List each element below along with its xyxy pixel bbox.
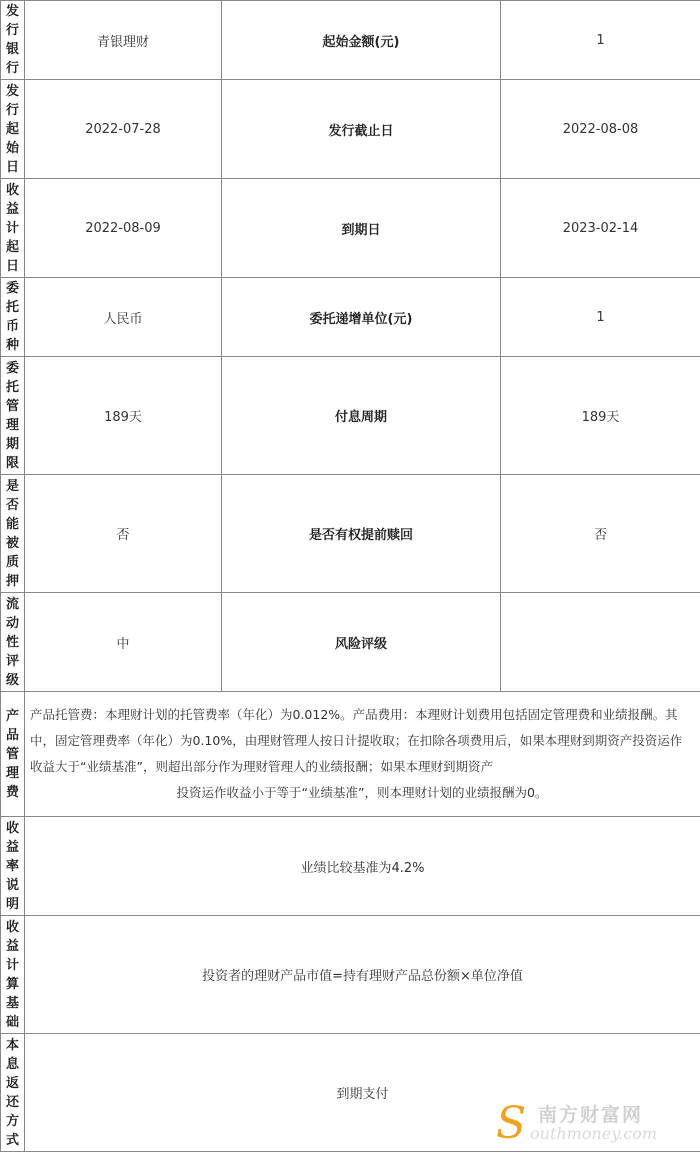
table-row: [1, 80, 700, 179]
row-header: 委托币种: [1, 278, 25, 357]
row-header: 发行银行: [1, 1, 25, 80]
watermark-en-text: outhmoney.com: [530, 1124, 658, 1143]
table-row: [1, 475, 700, 593]
row-key-label: 委托递增单位(元): [222, 278, 501, 357]
row-key-label: 风险评级: [222, 593, 501, 692]
row-key-label: 付息周期: [222, 357, 501, 475]
row-value-left: 2022-08-09: [25, 179, 222, 278]
row-value-right: 2023-02-14: [501, 179, 700, 278]
row-header: 产品管理费: [1, 692, 25, 817]
yield-desc-row: [1, 817, 700, 916]
fee-text: 产品托管费：本理财计划的托管费率（年化）为0.012%。产品费用：本理财计划费用包括固定管理费和业绩报酬。其中，固定管理费率（年化）为0.10%，由理财管理人按日计提收取；在扣除各项费用后，如果本理财到期资产投资运作收益大于“业绩基准”，则超出部分作为理财管理人的业绩报酬；如果本理财到期资产: [30, 707, 683, 774]
row-header: 收益计算基础: [1, 916, 25, 1034]
row-value-right: 1: [501, 1, 700, 80]
yield-basis-row: [1, 916, 700, 1034]
row-header: 委托管理期限: [1, 357, 25, 475]
row-value-left: 中: [25, 593, 222, 692]
fee-text-tail: 投资运作收益小于等于“业绩基准”，则本理财计划的业绩报酬为0。: [176, 785, 548, 800]
row-header: 收益率说明: [1, 817, 25, 916]
row-header: 发行起始日: [1, 80, 25, 179]
payment-value: 到期支付: [25, 1034, 700, 1152]
row-header: 流动性评级: [1, 593, 25, 692]
row-header: 本息返还方式: [1, 1034, 25, 1152]
row-value-right: 否: [501, 475, 700, 593]
table-row: [1, 593, 700, 692]
table-row: [1, 278, 700, 357]
fee-row: [1, 692, 700, 817]
row-value-left: 189天: [25, 357, 222, 475]
row-value-left: 否: [25, 475, 222, 593]
table-row: [1, 1, 700, 80]
row-key-label: 到期日: [222, 179, 501, 278]
row-value-left: 青银理财: [25, 1, 222, 80]
row-value-right: 1: [501, 278, 700, 357]
watermark-cn-text: 南方财富网: [538, 1104, 644, 1126]
row-header: 收益计起日: [1, 179, 25, 278]
table-row: [1, 357, 700, 475]
row-value-right: 189天: [501, 357, 700, 475]
table-row: [1, 179, 700, 278]
yield-basis-value: 投资者的理财产品市值=持有理财产品总份额×单位净值: [25, 916, 700, 1034]
watermark-s-glyph: S: [496, 1098, 527, 1149]
row-value-right: [501, 593, 700, 692]
row-header: 是否能被质押: [1, 475, 25, 593]
yield-desc-value: 业绩比较基准为4.2%: [25, 817, 700, 916]
payment-row: [1, 1034, 700, 1152]
row-value-left: 人民币: [25, 278, 222, 357]
fee-description: [25, 692, 700, 817]
row-key-label: 是否有权提前赎回: [222, 475, 501, 593]
row-value-right: 2022-08-08: [501, 80, 700, 179]
row-value-left: 2022-07-28: [25, 80, 222, 179]
row-key-label: 起始金额(元): [222, 1, 501, 80]
row-key-label: 发行截止日: [222, 80, 501, 179]
